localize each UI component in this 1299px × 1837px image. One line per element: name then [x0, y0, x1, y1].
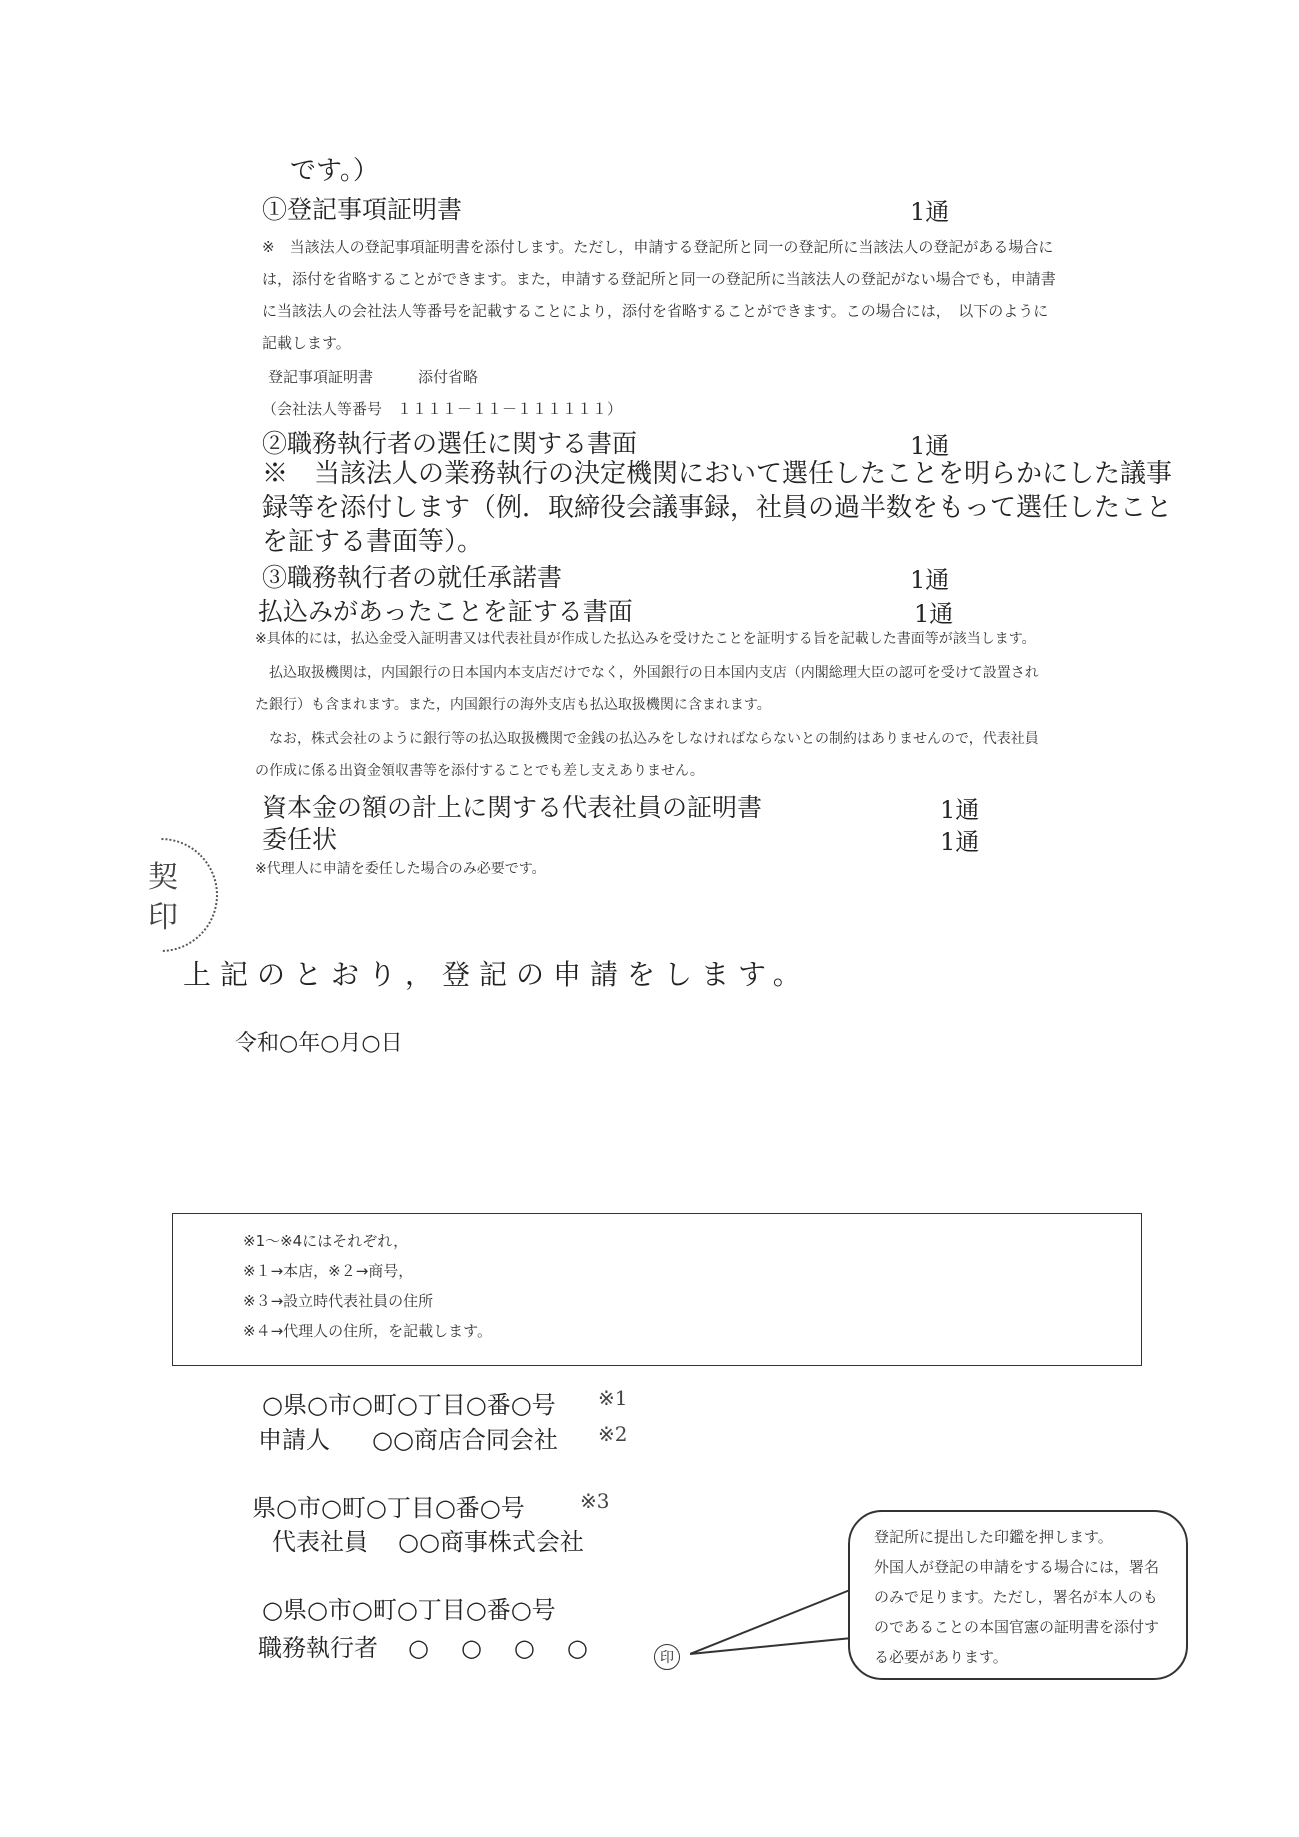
seal-mark-icon: 印 [654, 1644, 680, 1670]
item-proxy-count: 1通 [940, 828, 980, 856]
note1-line: 記載します。 [262, 334, 351, 352]
instruction-line: ※1～※4にはそれぞれ， [243, 1232, 409, 1250]
seal-char-1: 契 [148, 860, 178, 895]
item-certificate-label: ①登記事項証明書 [262, 195, 463, 224]
bubble-tail [690, 1580, 860, 1670]
note3-line: 払込取扱機関は，内国銀行の日本国内本支店だけでなく，外国銀行の日本国内支店（内閣総理大臣の認可を受けて設置され [255, 665, 1039, 681]
note2-line: ※ 当該法人の業務執行の決定機関において選任したことを明らかにした議事 [262, 459, 1173, 489]
item-acceptance-label: ③職務執行者の就任承諾書 [262, 563, 563, 592]
note2-line: 録等を添付します（例．取締役会議事録，社員の過半数をもって選任したこと [262, 493, 1173, 523]
applicant-name-mark: ※2 [598, 1422, 628, 1446]
item-payment-label: 払込みがあったことを証する書面 [258, 597, 633, 626]
instruction-line: ※３→設立時代表社員の住所 [243, 1292, 434, 1310]
note1-line: は，添付を省略することができます。また，申請する登記所と同一の登記所に当該法人の登記がない場合でも，申請書 [262, 270, 1056, 288]
note1-line: ※ 当該法人の登記事項証明書を添付します。ただし，申請する登記所と同一の登記所に当該法人の登記がある場合に [262, 238, 1054, 256]
note3-line: た銀行）も含まれます。また，内国銀行の海外支店も払込取扱機関に含まれます。 [255, 697, 771, 713]
note4: ※代理人に申請を委任した場合のみ必要です。 [255, 861, 546, 877]
representative-name: ○○商事株式会社 [398, 1528, 584, 1556]
omit-example: 登記事項証明書 添付省略 [268, 368, 479, 386]
corp-number: （会社法人等番号 １１１１－１１－１１１１１１） [262, 400, 623, 418]
item-appointment-label: ②職務執行者の選任に関する書面 [262, 429, 638, 458]
executor-name: ○ ○ ○ ○ [408, 1634, 592, 1662]
continuation-text: です。） [290, 156, 379, 186]
declaration: 上記のとおり，登記の申請をします。 [183, 958, 810, 991]
instruction-line: ※４→代理人の住所，を記載します。 [243, 1322, 492, 1340]
instruction-box [172, 1213, 1142, 1366]
note2-line: を証する書面等）。 [262, 527, 484, 557]
note3-line: の作成に係る出資金領収書等を添付することでも差し支えありません。 [255, 763, 704, 779]
executor-label: 職務執行者 [258, 1634, 378, 1662]
representative-address: 県○市○町○丁目○番○号 [252, 1494, 525, 1522]
item-capital-label: 資本金の額の計上に関する代表社員の証明書 [262, 793, 763, 822]
applicant-label: 申請人 [258, 1426, 330, 1454]
item-payment-count: 1通 [914, 600, 954, 628]
applicant-name: ○○商店合同会社 [372, 1426, 558, 1454]
instruction-line: ※１→本店，※２→商号， [243, 1262, 414, 1280]
applicant-address: ○県○市○町○丁目○番○号 [262, 1391, 556, 1419]
applicant-address-mark: ※1 [598, 1386, 628, 1410]
bubble-line: のであることの本国官憲の証明書を添付す [874, 1618, 1160, 1636]
representative-address-mark: ※3 [580, 1489, 610, 1513]
item-appointment-count: 1通 [910, 432, 950, 460]
item-acceptance-count: 1通 [910, 566, 950, 594]
bubble-line: のみで足ります。ただし，署名が本人のも [874, 1588, 1158, 1606]
note3-line: ※具体的には，払込金受入証明書又は代表社員が作成した払込みを受けたことを証明する旨を記載した書面等が該当します。 [255, 631, 1036, 647]
note1-line: に当該法人の会社法人等番号を記載することにより，添付を省略することができます。この場合には， 以下のように [262, 302, 1049, 320]
executor-address: ○県○市○町○丁目○番○号 [262, 1596, 556, 1624]
note3-line: なお，株式会社のように銀行等の払込取扱機関で金銭の払込みをしなければならないとの制約はありませんので，代表社員 [255, 731, 1039, 747]
seal-char-2: 印 [148, 900, 178, 935]
bubble-line: る必要があります。 [874, 1648, 1008, 1666]
bubble-line: 登記所に提出した印鑑を押します。 [874, 1528, 1113, 1546]
application-date: 令和○年○月○日 [235, 1031, 403, 1056]
item-certificate-count: 1通 [910, 198, 950, 226]
item-capital-count: 1通 [940, 796, 980, 824]
bubble-line: 外国人が登記の申請をする場合には，署名 [874, 1558, 1160, 1576]
item-proxy-label: 委任状 [262, 825, 338, 854]
representative-label: 代表社員 [272, 1528, 368, 1556]
seal-note-bubble [848, 1510, 1188, 1680]
